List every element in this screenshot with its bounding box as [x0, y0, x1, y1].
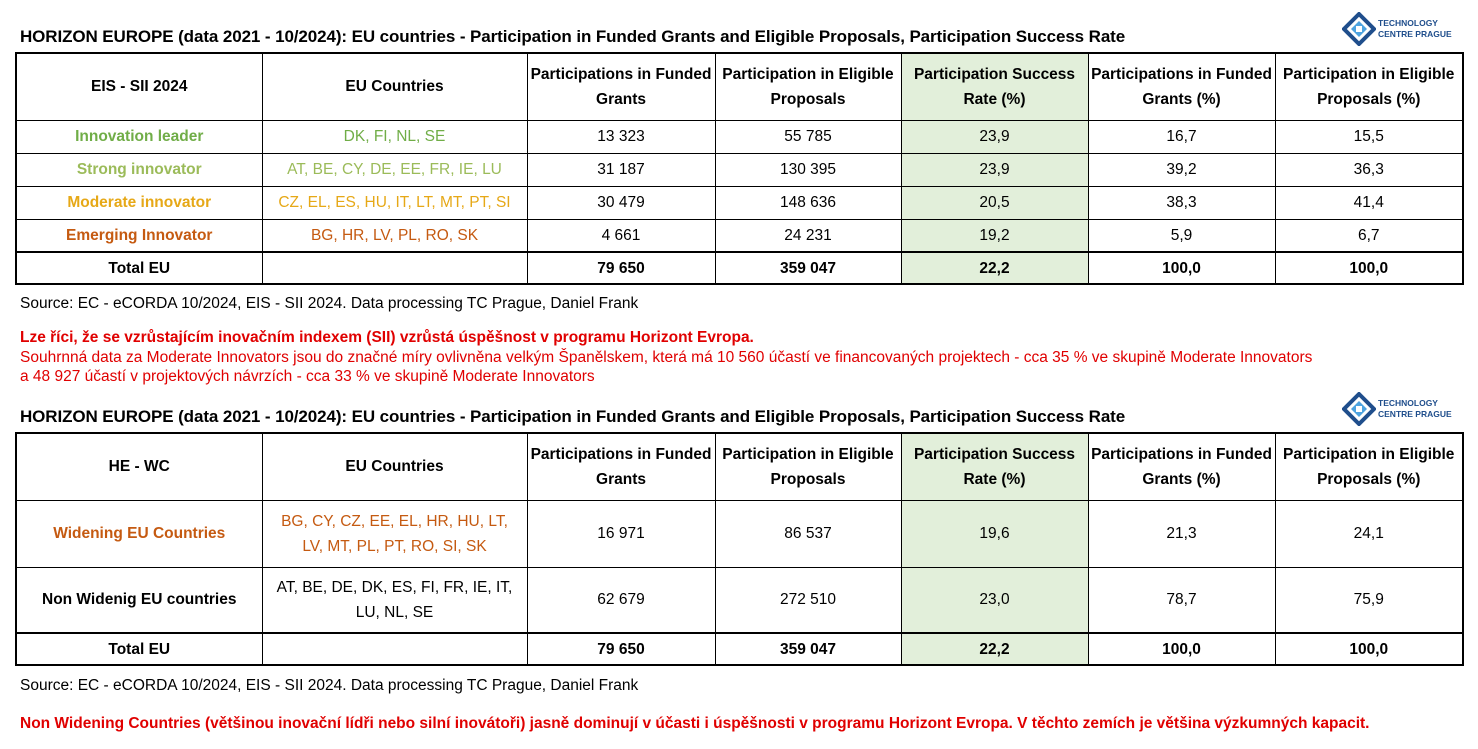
row-countries: BG, HR, LV, PL, RO, SK — [262, 219, 527, 252]
table1-source: Source: EC - eCORDA 10/2024, EIS - SII 2024. Data processing TC Prague, Daniel Frank — [20, 295, 639, 312]
row-rate: 23,9 — [901, 120, 1088, 153]
row-funded-pct: 5,9 — [1088, 219, 1275, 252]
row-countries-line1: AT, BE, DE, DK, ES, FI, FR, IE, IT, — [276, 578, 513, 596]
table1 — [15, 52, 1464, 285]
table1-total-row — [16, 252, 1463, 284]
row-eligible-pct: 75,9 — [1275, 567, 1463, 633]
table2-note-bold: Non Widening Countries (většinou inovační lídři nebo silní inovátoři) jasně dominují v účasti i úspěšnosti v programu Horizont Evropa. V těchto zemích je většina výzkumných kapacit. — [20, 715, 1370, 732]
table-row — [16, 567, 1463, 633]
total-eligible-pct: 100,0 — [1275, 633, 1463, 665]
row-eligible: 130 395 — [715, 153, 901, 186]
row-eligible: 55 785 — [715, 120, 901, 153]
table2-header-eligible: Participation in Eligible Proposals — [715, 433, 901, 500]
table1-header-row — [16, 53, 1463, 120]
table2 — [15, 432, 1464, 666]
row-funded: 31 187 — [527, 153, 715, 186]
table1-note-bold: Lze říci, že se vzrůstajícím inovačním indexem (SII) vzrůstá úspěšnost v programu Horizont Evropa. — [20, 329, 754, 346]
tc-prague-logo — [1342, 12, 1462, 46]
row-countries — [262, 567, 527, 633]
row-countries-line2: LV, MT, PL, PT, RO, SI, SK — [302, 537, 487, 555]
row-rate: 23,9 — [901, 153, 1088, 186]
total-eligible: 359 047 — [715, 633, 901, 665]
table1-header-funded-pct: Participations in Funded Grants (%) — [1088, 53, 1275, 120]
total-funded: 79 650 — [527, 633, 715, 665]
table1-note-line3: a 48 927 účastí v projektových návrzích - cca 33 % ve skupině Moderate Innovators — [20, 368, 595, 385]
table1-title: HORIZON EUROPE (data 2021 - 10/2024): EU countries - Participation in Funded Grants and Eligible Proposals, Participation Success Rate — [20, 27, 1126, 46]
table2-header-row — [16, 433, 1463, 500]
total-label: Total EU — [16, 633, 262, 665]
table2-header-eligible-pct: Participation in Eligible Proposals (%) — [1275, 433, 1463, 500]
row-eligible: 24 231 — [715, 219, 901, 252]
row-countries-line1: BG, CY, CZ, EE, EL, HR, HU, LT, — [281, 512, 508, 530]
table1-note-line2: Souhrnná data za Moderate Innovators jsou do značné míry ovlivněna velkým Španělskem, která má 10 560 účastí ve financovaných projektech - cca 35 % ve skupině Moderate Innovators — [20, 348, 1313, 366]
table1-header-eligible-pct: Participation in Eligible Proposals (%) — [1275, 53, 1463, 120]
table2-header-group: HE - WC — [16, 433, 262, 500]
total-rate: 22,2 — [901, 633, 1088, 665]
row-eligible: 86 537 — [715, 500, 901, 567]
total-rate: 22,2 — [901, 252, 1088, 284]
logo-text-line1: TECHNOLOGY — [1378, 398, 1438, 408]
total-eligible-pct: 100,0 — [1275, 252, 1463, 284]
table1-header-rate: Participation Success Rate (%) — [901, 53, 1088, 120]
total-label: Total EU — [16, 252, 262, 284]
row-group-label: Non Widenig EU countries — [16, 567, 262, 633]
tc-prague-logo-icon — [1342, 12, 1376, 46]
row-countries-line2: LU, NL, SE — [355, 603, 434, 621]
table2-title: HORIZON EUROPE (data 2021 - 10/2024): EU countries - Participation in Funded Grants and Eligible Proposals, Participation Success Rate — [20, 407, 1126, 426]
row-rate: 20,5 — [901, 186, 1088, 219]
tc-prague-logo — [1342, 392, 1462, 426]
row-countries — [262, 500, 527, 567]
row-rate: 19,2 — [901, 219, 1088, 252]
row-group-label: Strong innovator — [16, 153, 262, 186]
row-funded: 16 971 — [527, 500, 715, 567]
logo-text-line1: TECHNOLOGY — [1378, 18, 1438, 28]
row-funded: 30 479 — [527, 186, 715, 219]
table-row — [16, 153, 1463, 186]
logo-text-line2: CENTRE PRAGUE — [1378, 409, 1452, 419]
row-funded-pct: 16,7 — [1088, 120, 1275, 153]
row-funded: 4 661 — [527, 219, 715, 252]
row-funded-pct: 38,3 — [1088, 186, 1275, 219]
table2-header-countries: EU Countries — [262, 433, 527, 500]
row-eligible-pct: 24,1 — [1275, 500, 1463, 567]
row-rate: 23,0 — [901, 567, 1088, 633]
row-group-label: Moderate innovator — [16, 186, 262, 219]
table2-source: Source: EC - eCORDA 10/2024, EIS - SII 2024. Data processing TC Prague, Daniel Frank — [20, 677, 639, 694]
total-countries — [262, 252, 527, 284]
row-funded-pct: 21,3 — [1088, 500, 1275, 567]
row-eligible-pct: 6,7 — [1275, 219, 1463, 252]
table2-note — [20, 714, 1369, 734]
table-row — [16, 219, 1463, 252]
table-row — [16, 120, 1463, 153]
row-rate: 19,6 — [901, 500, 1088, 567]
row-eligible-pct: 15,5 — [1275, 120, 1463, 153]
table2-total-row — [16, 633, 1463, 665]
table-row — [16, 500, 1463, 567]
row-countries: DK, FI, NL, SE — [262, 120, 527, 153]
total-eligible: 359 047 — [715, 252, 901, 284]
row-eligible: 272 510 — [715, 567, 901, 633]
table2-header-funded: Participations in Funded Grants — [527, 433, 715, 500]
table2-header-funded-pct: Participations in Funded Grants (%) — [1088, 433, 1275, 500]
tc-prague-logo-icon — [1342, 392, 1376, 426]
logo-text-line2: CENTRE PRAGUE — [1378, 29, 1452, 39]
table1-header-eligible: Participation in Eligible Proposals — [715, 53, 901, 120]
total-funded-pct: 100,0 — [1088, 633, 1275, 665]
row-countries: CZ, EL, ES, HU, IT, LT, MT, PT, SI — [262, 186, 527, 219]
row-group-label: Innovation leader — [16, 120, 262, 153]
row-funded: 13 323 — [527, 120, 715, 153]
row-group-label: Emerging Innovator — [16, 219, 262, 252]
table1-header-funded: Participations in Funded Grants — [527, 53, 715, 120]
row-funded: 62 679 — [527, 567, 715, 633]
table1-note — [20, 328, 1312, 387]
table2-header-rate: Participation Success Rate (%) — [901, 433, 1088, 500]
row-countries: AT, BE, CY, DE, EE, FR, IE, LU — [262, 153, 527, 186]
total-funded-pct: 100,0 — [1088, 252, 1275, 284]
row-group-label: Widening EU Countries — [16, 500, 262, 567]
row-eligible-pct: 41,4 — [1275, 186, 1463, 219]
row-funded-pct: 78,7 — [1088, 567, 1275, 633]
table1-header-countries: EU Countries — [262, 53, 527, 120]
table-row — [16, 186, 1463, 219]
row-eligible-pct: 36,3 — [1275, 153, 1463, 186]
row-eligible: 148 636 — [715, 186, 901, 219]
total-funded: 79 650 — [527, 252, 715, 284]
row-funded-pct: 39,2 — [1088, 153, 1275, 186]
total-countries — [262, 633, 527, 665]
table1-header-group: EIS - SII 2024 — [16, 53, 262, 120]
